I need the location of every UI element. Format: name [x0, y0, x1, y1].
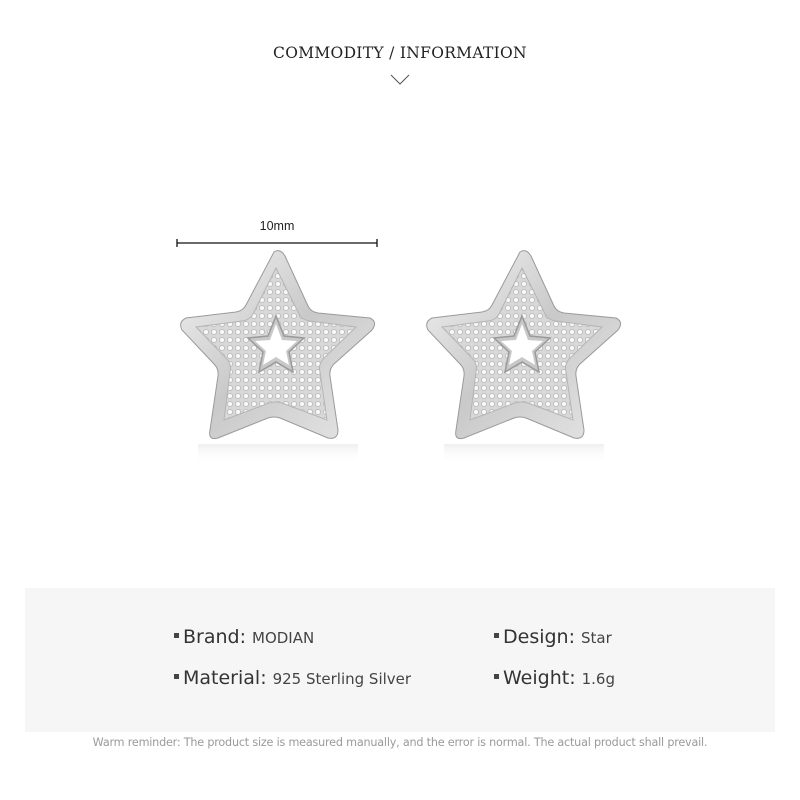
- spec-weight: [494, 667, 615, 689]
- chevron-down-icon: [390, 74, 410, 86]
- bullet-icon: [174, 633, 179, 638]
- product-info-panel: [25, 588, 775, 732]
- spec-value: 925 Sterling Silver: [272, 670, 412, 688]
- bullet-icon: [494, 674, 499, 679]
- spec-brand: [174, 626, 314, 648]
- warm-reminder-note: Warm reminder: The product size is measured manually, and the error is normal. The actual product shall prevail.: [92, 736, 708, 749]
- dimension-ruler: [176, 238, 378, 248]
- spec-label: Design:: [503, 626, 576, 648]
- spec-label: Brand:: [183, 626, 246, 648]
- dimension-label: 10mm: [259, 219, 295, 233]
- spec-value: 1.6g: [581, 670, 615, 688]
- spec-design: [494, 626, 612, 648]
- bullet-icon: [174, 674, 179, 679]
- spec-material: [174, 667, 411, 689]
- section-title: COMMODITY / INFORMATION: [273, 44, 527, 62]
- spec-value: MODIAN: [252, 629, 315, 647]
- star-earring-right-image: [424, 248, 624, 468]
- spec-label: Material:: [183, 667, 267, 689]
- bullet-icon: [494, 633, 499, 638]
- spec-value: Star: [581, 629, 612, 647]
- spec-label: Weight:: [503, 667, 576, 689]
- star-earring-left-image: [178, 248, 378, 468]
